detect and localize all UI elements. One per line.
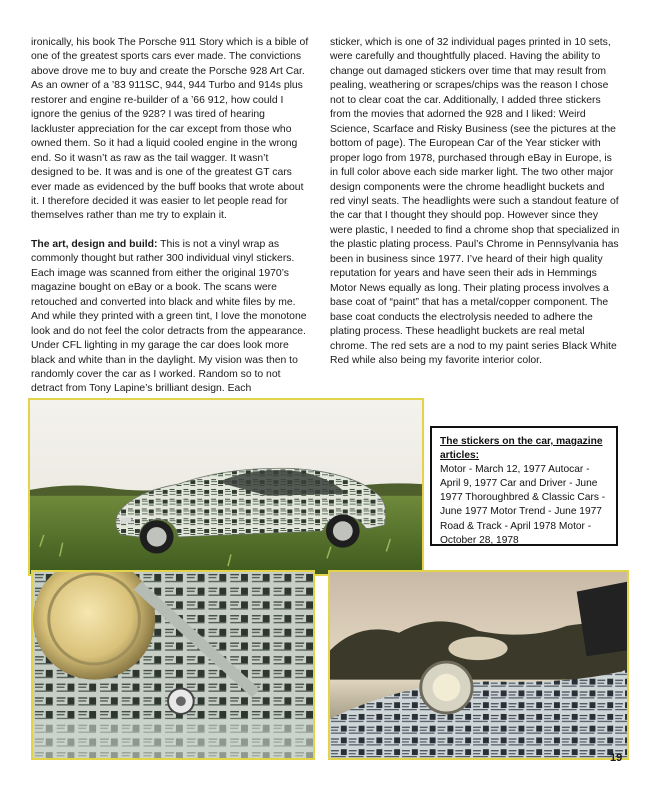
section-heading-art-design-build: The art, design and build: (31, 238, 158, 250)
caption-title: The stickers on the car, magazine articles: (440, 436, 603, 462)
art-car-field-image (30, 400, 422, 574)
headlight-closeup-image (33, 572, 313, 758)
photo-art-car-field (28, 398, 424, 576)
caption-body: Motor - March 12, 1977 Autocar - April 9, 1977 Car and Driver - June 1977 Thoroughbred & Classic Cars - June 1977 Motor Trend - June 1977 Road & Track - April 1978 Motor - October 28, 1978 (440, 464, 606, 546)
photo-headlight-closeup (31, 570, 315, 760)
left-paragraph-2-body: This is not a vinyl wrap as commonly thought but rather 300 individual vinyl stickers. Each image was scanned from either the original 1970’s magazine bought on eBay or a book. The scans were retouched and converted into black and white files by me. And while they printed with a green tint, I love the monotone look and do not feel the color detracts from the appearance. Under CFL lighting in my garage the car does look more black and white than in the daylight. My vision was then to randomly cover the car as I worked. Random so to not detract from Tony Lapine’s brilliant design. Each (31, 238, 307, 395)
left-column (31, 36, 311, 411)
left-paragraph-1: ironically, his book The Porsche 911 Story which is a bible of one of the greatest sports cars ever made. The convictions above drove me to buy and create the Porsche 928 Art Car. As an owner of a ’83 911SC, 944, 944 Turbo and 914s plus restorer and engine re-builder of a ’66 912, how could I ignore the genius of the 928? I was tired of hearing lackluster appreciation for the car except from those who owned them. So it had a liquid cooled engine in the wrong end. So it wasn’t as raw as the tail wagger. It wasn’t designed to be. It was and is one of the greatest GT cars ever made as evidenced by the buff books that wrote about it. I therefore decided it was easier to let people read for themselves rather than me try to explain it. (31, 37, 309, 222)
right-paragraph-1: sticker, which is one of 32 individual pages printed in 10 sets, were carefully and thoughtfully placed. Having the ability to change out damaged stickers over time that may result from pealing, weathering or scrapes/chips was the reason I chose not to clear coat the car. Additionally, I added three stickers from the movies that adorned the 928 and I liked: Weird Science, Scarface and Risky Business (see the pictures at the bottom of page). The European Car of the Year sticker with proper logo from 1978, purchased through eBay in Europe, is in full color above each side marker light. The two other major design components were the chrome headlight buckets and red vinyl seats. The headlights were such a standout feature of the car that I thought they should pop. However since they were plastic, I needed to find a chrome shop that specialized in the plastic plating process. Paul’s Chrome in Pennsylvania has been in business since 1977. I’ve heard of their high quality reputation for years and have seen their ads in Hemmings Motor News equally as long. Their plating process involves a base coat of “paint” that has a metal/copper component. The base coat conducts the electrolysis needed to adhere the plating process. These headlight buckets are real metal chrome. The red sets are a nod to my paint series Black White Red while also being my favorite interior color. (330, 37, 620, 366)
sticker-caption-box (430, 426, 618, 546)
hood-sunset-image (330, 572, 627, 758)
left-paragraph-2 (31, 238, 311, 397)
page-number: 19 (610, 752, 623, 764)
photo-hood-sunset (328, 570, 629, 760)
right-column (330, 36, 620, 382)
